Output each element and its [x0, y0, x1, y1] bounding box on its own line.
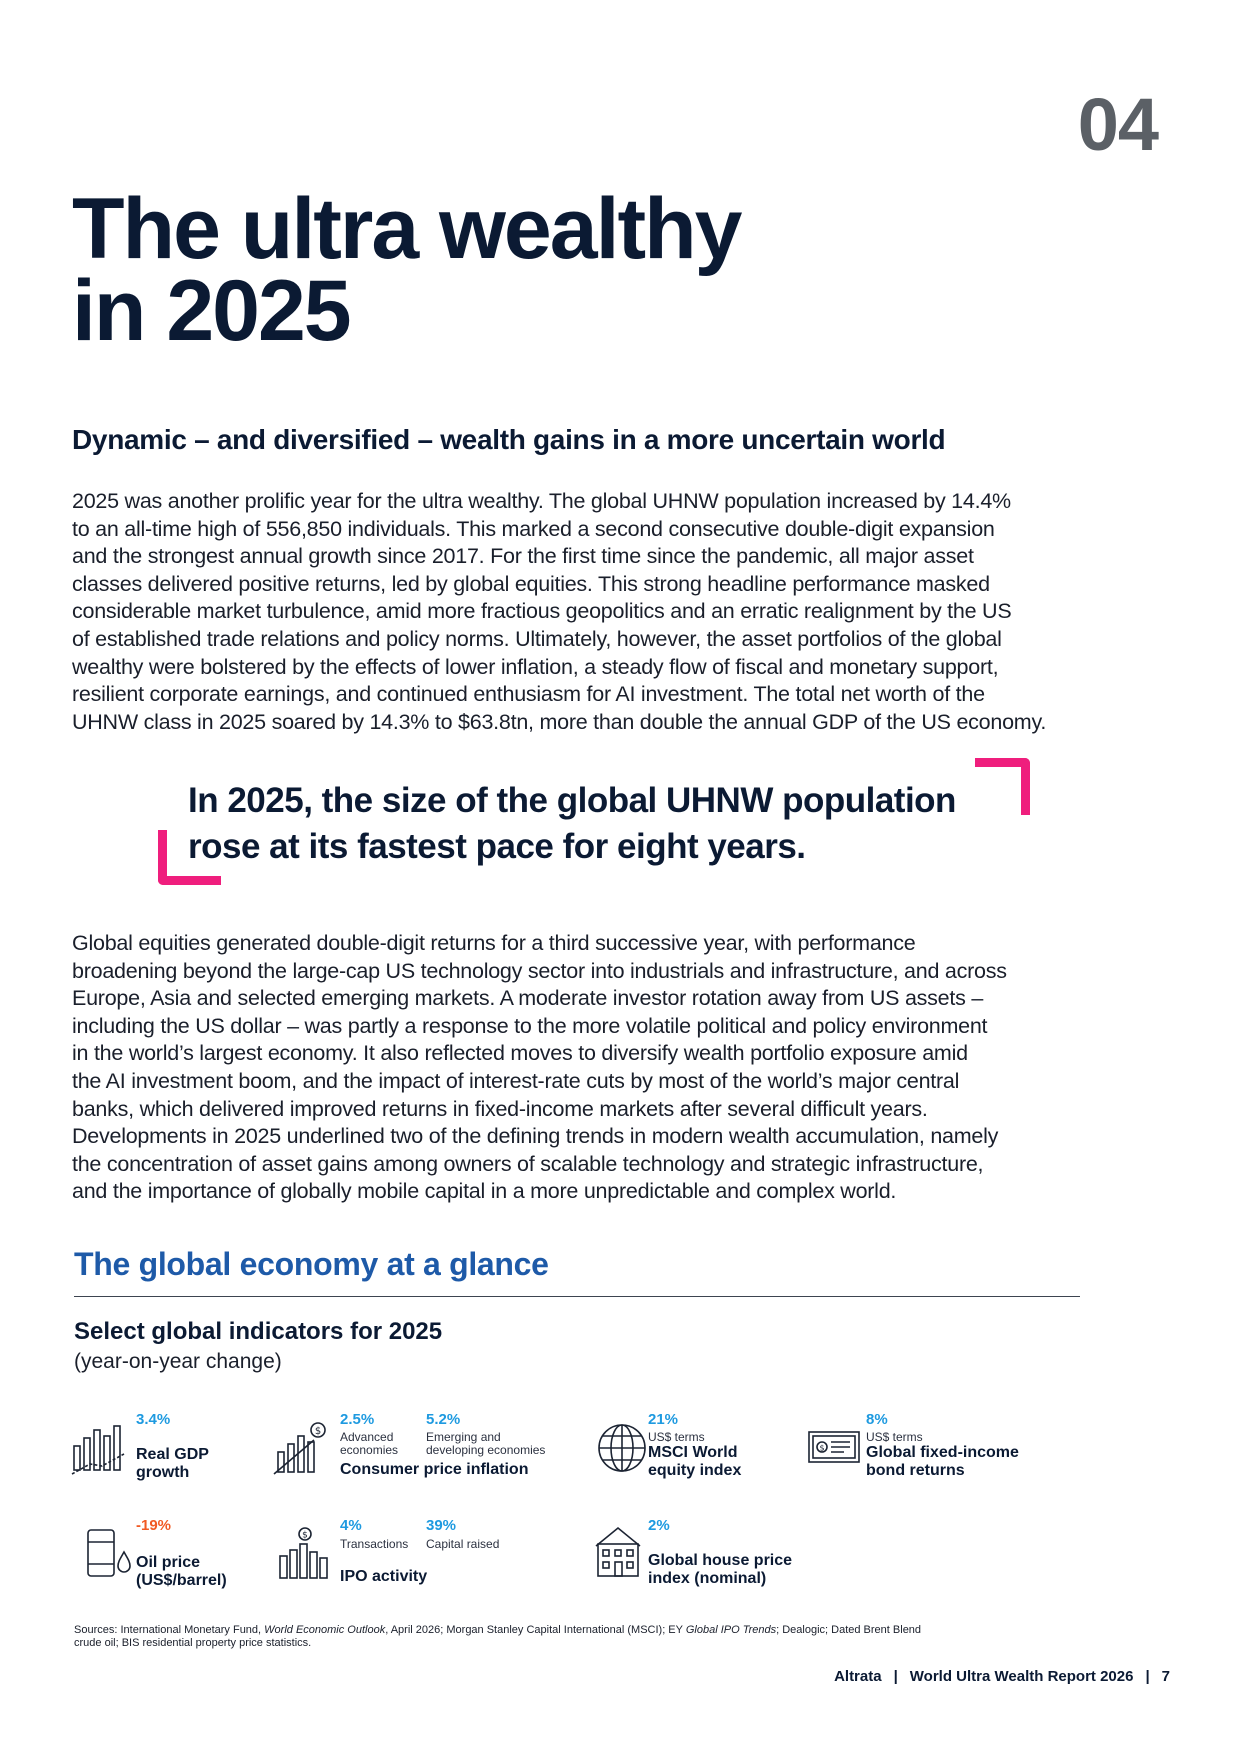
sources-text: , April 2026; Morgan Stanley Capital International (MSCI); EY	[385, 1624, 686, 1636]
svg-text:$: $	[302, 1530, 308, 1541]
footer-separator: |	[893, 1668, 898, 1685]
gdp-value: 3.4%	[136, 1411, 171, 1428]
paragraph-line: wealthy were bolstered by the effects of lower inflation, a steady flow of fiscal and monetary support,	[72, 654, 999, 679]
sources-text: Sources: International Monetary Fund,	[74, 1624, 265, 1636]
oil-value: -19%	[136, 1517, 172, 1534]
page-title	[72, 181, 972, 359]
paragraph-line: 2025 was another prolific year for the ultra wealthy. The global UHNW population increased by 14.4%	[72, 489, 1011, 513]
pull-quote-line: rose at its fastest pace for eight years.	[188, 827, 806, 866]
indicators-title: Select global indicators for 2025	[74, 1318, 443, 1345]
paragraph-line: banks, which delivered improved returns in fixed-income markets after several difficult years.	[72, 1096, 928, 1121]
oil-label-line: Oil price	[136, 1554, 201, 1571]
paragraph-line: considerable market turbulence, amid more fractious geopolitics and an erratic realignment by the US	[72, 599, 1012, 624]
house-icon	[590, 1524, 646, 1580]
body-paragraph	[72, 930, 1132, 1206]
paragraph-line: and the strongest annual growth since 2017. For the first time since the pandemic, all major asset	[72, 544, 974, 569]
ipo-capital-value: 39%	[426, 1517, 457, 1534]
sources-text: crude oil; BIS residential property price statistics.	[74, 1637, 312, 1649]
page-number: 7	[1161, 1668, 1170, 1685]
svg-text:$: $	[314, 1426, 322, 1437]
cpi-emerging-note	[426, 1431, 545, 1457]
bonds-label-line: bond returns	[866, 1462, 965, 1479]
msci-label	[648, 1444, 741, 1480]
ipo-transactions-note: Transactions	[340, 1537, 409, 1551]
page-title-line: The ultra wealthy	[72, 181, 741, 277]
cpi-label: Consumer price inflation	[340, 1461, 529, 1478]
paragraph-line: UHNW class in 2025 soared by 14.3% to $63.8tn, more than double the annual GDP of the US economy.	[72, 709, 1047, 734]
house-label-line: Global house price	[648, 1552, 793, 1569]
paragraph-line: Europe, Asia and selected emerging markets. A moderate investor rotation away from US assets –	[72, 986, 984, 1011]
paragraph-line: the concentration of asset gains among owners of scalable technology and strategic infrastructure,	[72, 1151, 984, 1176]
price-chart-icon	[272, 1420, 328, 1476]
pull-quote	[188, 778, 1008, 870]
section-divider	[74, 1296, 1080, 1297]
cpi-advanced-note-line: economies	[340, 1443, 399, 1457]
bond-certificate-icon	[806, 1418, 862, 1474]
gdp-label-line: Real GDP	[136, 1446, 209, 1463]
bonds-value: 8%	[866, 1411, 888, 1428]
gdp-label-line: growth	[136, 1464, 190, 1481]
paragraph-line: classes delivered positive returns, led by global equities. This strong headline performance masked	[72, 571, 990, 596]
bonds-label	[866, 1444, 1019, 1480]
sources-text: ; Dealogic; Dated Brent Blend	[776, 1624, 922, 1636]
cpi-advanced-note-line: Advanced	[340, 1430, 394, 1444]
bar-chart-icon	[70, 1420, 126, 1476]
chapter-number: 04	[1077, 83, 1158, 166]
sources-title-ipo: Global IPO Trends	[685, 1624, 777, 1636]
ipo-label: IPO activity	[340, 1568, 428, 1585]
paragraph-line: the AI investment boom, and the impact of interest-rate cuts by most of the world’s major central	[72, 1068, 960, 1093]
paragraph-line: Global equities generated double-digit returns for a third successive year, with performance	[72, 931, 916, 955]
gdp-label	[136, 1446, 209, 1482]
cpi-emerging-note-line: Emerging and	[426, 1430, 501, 1444]
paragraph-line: Developments in 2025 underlined two of the defining trends in modern wealth accumulation, namely	[72, 1124, 999, 1149]
msci-label-line: equity index	[648, 1462, 742, 1479]
pull-quote-line: In 2025, the size of the global UHNW population	[188, 781, 956, 820]
intro-paragraph	[72, 488, 1132, 736]
footer-brand: Altrata	[834, 1668, 882, 1685]
oil-label-line: (US$/barrel)	[136, 1572, 227, 1589]
ipo-chart-icon	[276, 1526, 332, 1582]
sources-title-weo: World Economic Outlook	[264, 1624, 386, 1636]
cpi-emerging-note-line: developing economies	[426, 1443, 546, 1457]
cpi-advanced-note	[340, 1431, 398, 1457]
page-footer	[834, 1668, 1170, 1685]
msci-value: 21%	[648, 1411, 679, 1428]
bonds-note: US$ terms	[866, 1430, 923, 1444]
oil-label	[136, 1554, 227, 1590]
section-title: The global economy at a glance	[74, 1246, 549, 1282]
paragraph-line: broadening beyond the large-cap US technology sector into industrials and infrastructure, and across	[72, 958, 1007, 983]
bonds-label-line: Global fixed-income	[866, 1444, 1019, 1461]
svg-text:$: $	[819, 1443, 825, 1453]
cpi-advanced-value: 2.5%	[340, 1411, 375, 1428]
house-label-line: index (nominal)	[648, 1570, 767, 1587]
globe-icon	[594, 1420, 650, 1476]
cpi-emerging-value: 5.2%	[426, 1411, 461, 1428]
sources-note	[74, 1624, 1094, 1650]
ipo-capital-note: Capital raised	[426, 1537, 500, 1551]
footer-report-title: World Ultra Wealth Report 2026	[909, 1668, 1134, 1685]
paragraph-line: and the importance of globally mobile capital in a more unpredictable and complex world.	[72, 1179, 897, 1204]
paragraph-line: to an all-time high of 556,850 individuals. This marked a second consecutive double-digit expansion	[72, 516, 995, 541]
footer-separator: |	[1145, 1668, 1150, 1685]
paragraph-line: in the world’s largest economy. It also reflected moves to diversify wealth portfolio exposure amid	[72, 1041, 968, 1066]
oil-barrel-icon	[80, 1526, 136, 1582]
house-value: 2%	[648, 1517, 670, 1534]
section-subheading: Dynamic – and diversified – wealth gains in a more uncertain world	[72, 424, 946, 455]
paragraph-line: resilient corporate earnings, and continued enthusiasm for AI investment. The total net worth of the	[72, 682, 985, 707]
msci-label-line: MSCI World	[648, 1444, 738, 1461]
page-title-line: in 2025	[72, 263, 350, 359]
msci-note: US$ terms	[648, 1430, 705, 1444]
ipo-transactions-value: 4%	[340, 1517, 362, 1534]
indicators-subtitle: (year-on-year change)	[74, 1350, 282, 1373]
paragraph-line: of established trade relations and policy norms. Ultimately, however, the asset portfolios of the global	[72, 626, 1002, 651]
paragraph-line: including the US dollar – was partly a response to the more volatile political and policy environment	[72, 1013, 988, 1038]
house-label	[648, 1552, 792, 1588]
